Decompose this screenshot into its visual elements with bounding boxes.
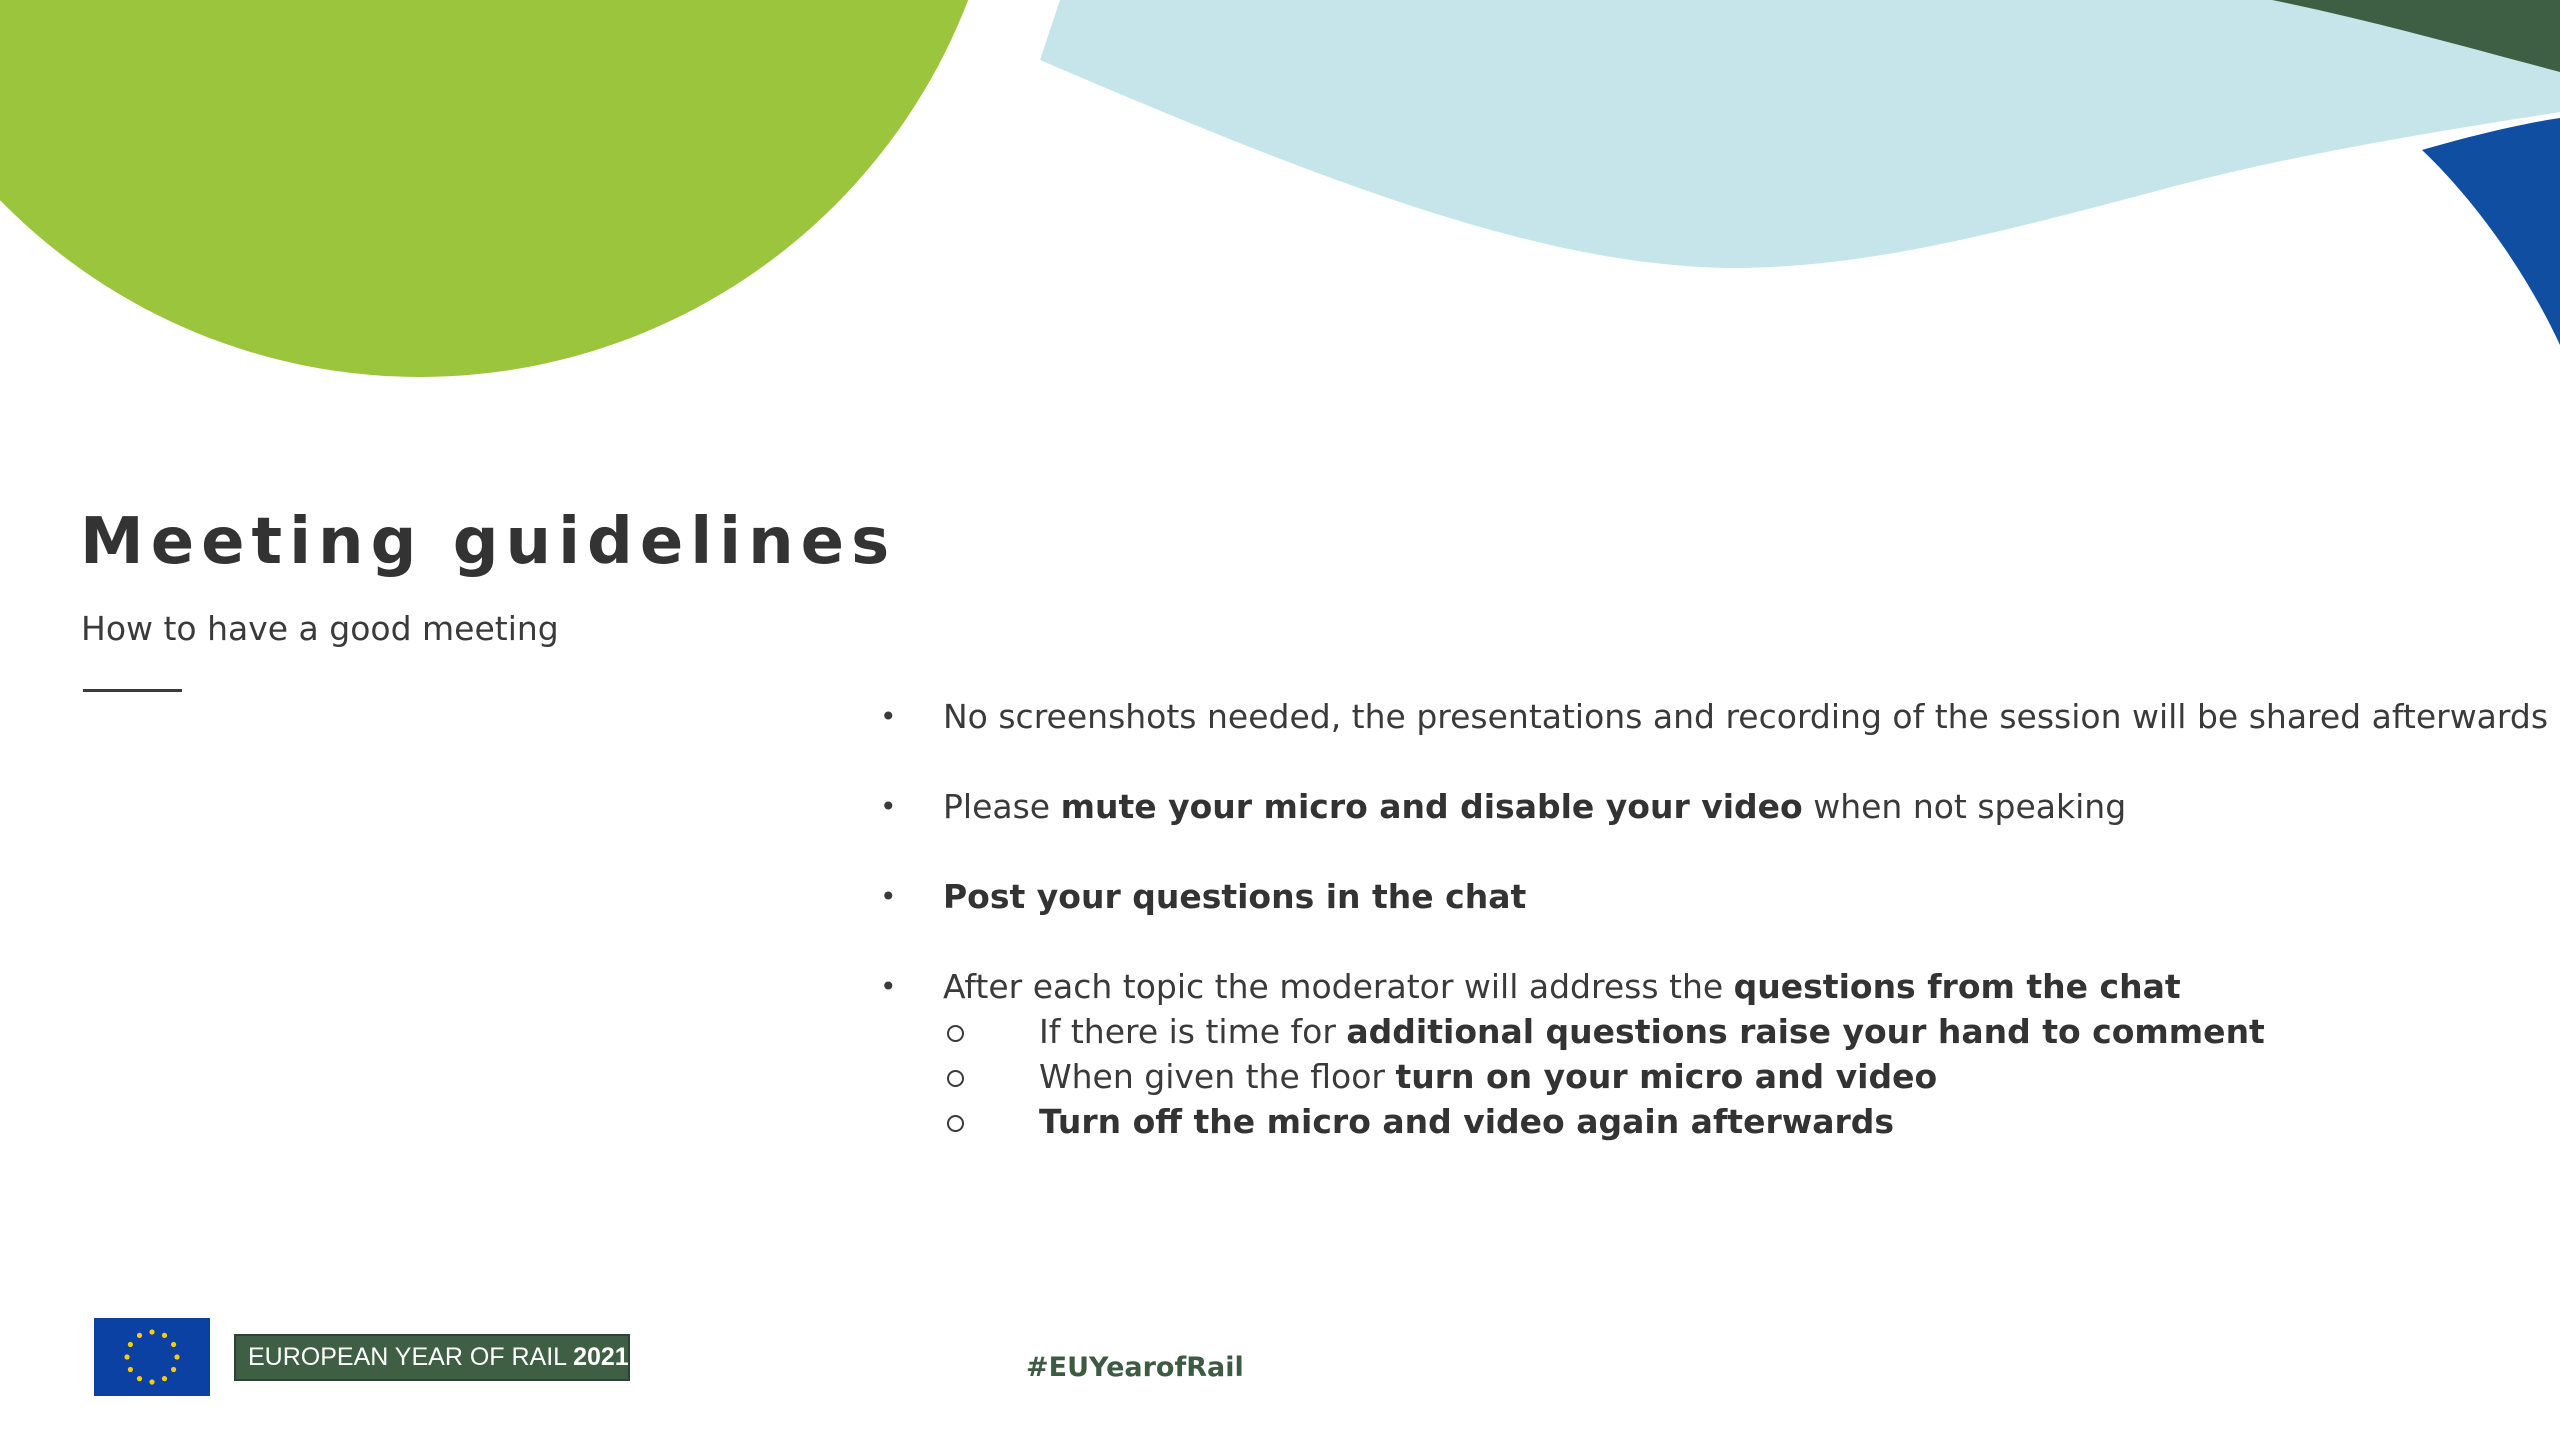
title-divider — [83, 689, 182, 692]
bullet-text: No screenshots needed, the presentations and recording of the session will be shared afterwards — [943, 697, 2549, 736]
eu-flag-icon — [94, 1318, 210, 1396]
blue-corner-shape — [2422, 118, 2560, 345]
bullet-text: After each topic the moderator will address the — [943, 967, 1734, 1006]
sub-bullet-text-bold: Turn off the micro and video again afterwards — [1039, 1102, 1895, 1141]
list-item — [880, 875, 2520, 919]
bullet-text-bold: Post your questions in the chat — [943, 877, 1527, 916]
sub-list-item — [943, 1099, 2520, 1144]
sub-bullet-text: If there is time for — [1039, 1012, 1347, 1051]
sub-list-item — [943, 1054, 2520, 1099]
sub-bullet-text-bold: additional questions raise your hand to comment — [1346, 1012, 2265, 1051]
hashtag: #EUYearofRail — [1026, 1352, 1244, 1383]
sub-bullet-text: When given the floor — [1039, 1057, 1396, 1096]
eu-stars-icon — [94, 1318, 210, 1396]
banner-text: EUROPEAN YEAR OF RAIL — [248, 1343, 574, 1371]
bullet-text-bold: mute your micro and disable your video — [1060, 787, 1803, 826]
list-item — [880, 785, 2520, 829]
european-year-of-rail-banner — [234, 1334, 630, 1381]
sub-bullet-text-bold: turn on your micro and video — [1395, 1057, 1938, 1096]
banner-year: 2021 — [573, 1343, 629, 1371]
list-item — [880, 695, 2549, 739]
sub-list — [943, 1009, 2520, 1144]
light-blue-wave-shape — [1040, 0, 2560, 268]
sub-list-item — [943, 1009, 2520, 1054]
slide-title: Meeting guidelines — [80, 505, 897, 579]
slide-subtitle: How to have a good meeting — [81, 609, 559, 648]
green-circle-shape — [0, 0, 1007, 377]
list-item — [880, 965, 2520, 1144]
bullet-text: when not speaking — [1802, 787, 2127, 826]
bullet-text-bold: questions from the chat — [1733, 967, 2181, 1006]
bullet-text: Please — [943, 787, 1061, 826]
guidelines-list — [880, 695, 2549, 1190]
